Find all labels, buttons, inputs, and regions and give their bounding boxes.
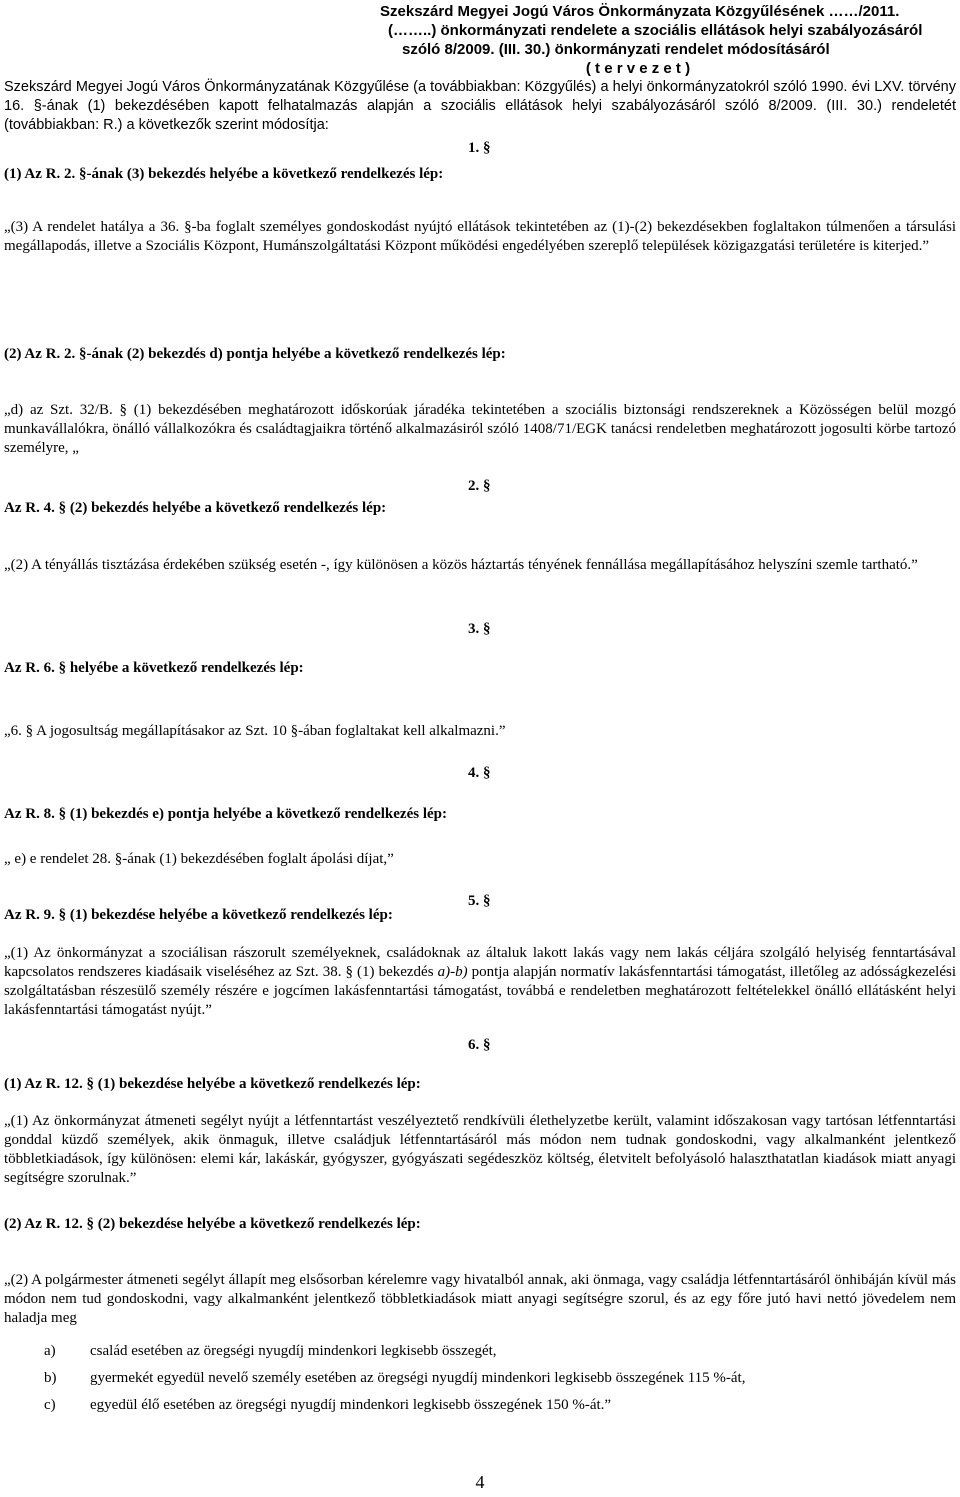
section-5-number: 5. § xyxy=(468,893,491,909)
section-6-para-2-text: „(2) A polgármester átmeneti segélyt állapít meg elsősorban kérelemre vagy hivatalból annak, aki önmaga, vagy családja létfenntartásáról önhibáján kívül más módon nem tud gondoskodni, vagy alkalmanként jelentkező többletkiadások miatt anyagi segítségre szorul, és az egy főre jutó havi nettó jövedelem nem haladja meg xyxy=(4,1272,956,1326)
section-6-para-2-heading: (2) Az R. 12. § (2) bekezdése helyébe a következő rendelkezés lép: xyxy=(4,1216,421,1232)
section-3-number: 3. § xyxy=(468,621,491,637)
list-item-a xyxy=(44,1342,944,1361)
list-item-c xyxy=(44,1396,944,1415)
document-title xyxy=(380,2,956,78)
section-3-heading: Az R. 6. § helyébe a következő rendelkezés lép: xyxy=(4,660,304,676)
section-1-para-1-text: „(3) A rendelet hatálya a 36. §-ba foglalt személyes gondoskodást nyújtó ellátások tekintetében az (1)-(2) bekezdésekben foglaltakon túlmenően a társulási megállapodás, illetve a Szociális Központ, Humánszolgáltatási Központ működési engedélyében szereplő települések közigazgatási területére is kiterjed.” xyxy=(4,219,956,254)
section-4-heading: Az R. 8. § (1) bekezdés e) pontja helyébe a következő rendelkezés lép: xyxy=(4,806,447,822)
section-2-number: 2. § xyxy=(468,478,491,494)
title-line-2: (……..) önkormányzati rendelete a szociális ellátások helyi szabályozásáról xyxy=(388,22,923,39)
section-5-text-points: a)-b) xyxy=(437,964,468,980)
list-item-label: a) xyxy=(44,1343,56,1359)
list-item-text: gyermekét egyedül nevelő személy esetében az öregségi nyugdíj mindenkori legkisebb összegének 115 %-át, xyxy=(90,1370,746,1386)
section-2-heading: Az R. 4. § (2) bekezdés helyébe a következő rendelkezés lép: xyxy=(4,500,387,516)
section-5-heading: Az R. 9. § (1) bekezdése helyébe a következő rendelkezés lép: xyxy=(4,907,393,923)
title-line-1: Szekszárd Megyei Jogú Város Önkormányzata Közgyűlésének ……/2011. xyxy=(380,3,900,20)
section-2-text: „(2) A tényállás tisztázása érdekében szükség esetén -, így különösen a közös háztartás tényének fennállása megállapításához helyszíni szemle tartható.” xyxy=(4,557,918,573)
title-line-3: szóló 8/2009. (III. 30.) önkormányzati rendelet módosításáról xyxy=(402,41,830,58)
section-4-number: 4. § xyxy=(468,765,491,781)
title-line-4: ( t e r v e z e t ) xyxy=(585,60,691,77)
list-item-b xyxy=(44,1369,944,1388)
section-6-para-1-text: „(1) Az önkormányzat átmeneti segélyt nyújt a létfenntartást veszélyeztető rendkívüli élethelyzetbe került, valamint időszakosan vagy tartósan létfenntartási gonddal küzdő személyek, akik önmaguk, illetve családjuk létfenntartásáról más módon nem tudnak gondoskodni, vagy alkalmanként jelentkező többletkiadások, így különösen: elemi kár, lakáskár, gyógyszer, gyógyászati segédeszköz költség, életvitelt befolyásoló halaszthatatlan kiadások miatt anyagi segítségre szorulnak.” xyxy=(4,1113,956,1186)
section-5-text-part-1: „(1) Az önkormányzat a szociálisan rászorult személyeknek, családoknak az általuk lakott lakás vagy nem lakás céljára szolgáló helyiség fenntartásával kapcsolatos rendszeres kiadásaik viseléséhez az Szt. 38. § (1) bekezdés xyxy=(4,945,956,980)
section-5-text-part-2: pontja alapján normatív lakásfenntartási támogatást, illetőleg az adósságkezelési szolgáltatásban részesülő személy részére e jogcímen lakásfenntartási támogatást, továbbá e rendeletben meghatározott feltételekkel önálló ellátásként helyi lakásfenntartási támogatást nyújt.” xyxy=(4,964,956,1018)
list-item-text: család esetében az öregségi nyugdíj mindenkori legkisebb összegét, xyxy=(90,1343,497,1359)
section-1-para-2-heading: (2) Az R. 2. §-ának (2) bekezdés d) pontja helyébe a következő rendelkezés lép: xyxy=(4,346,506,362)
section-1-para-2-text: „d) az Szt. 32/B. § (1) bekezdésében meghatározott időskorúak járadéka tekintetében a szociális biztonsági rendszereknek a Közösségen belül mozgó munkavállalókra, önálló vállalkozókra és családtagjaikra történő alkalmazásiról szóló 1408/71/EGK tanácsi rendeletben meghatározott jogosulti körbe tartozó személyre, „ xyxy=(4,402,956,456)
list-item-label: c) xyxy=(44,1397,56,1413)
section-4-text: „ e) e rendelet 28. §-ának (1) bekezdésében foglalt ápolási díjat,” xyxy=(4,851,394,867)
list-item-text: egyedül élő esetében az öregségi nyugdíj mindenkori legkisebb összegének 150 %-át.” xyxy=(90,1397,612,1413)
section-1-para-1-heading: (1) Az R. 2. §-ának (3) bekezdés helyébe a következő rendelkezés lép: xyxy=(4,166,444,182)
section-6-para-1-heading: (1) Az R. 12. § (1) bekezdése helyébe a következő rendelkezés lép: xyxy=(4,1076,421,1092)
section-5-text xyxy=(4,944,956,1020)
section-3-text: „6. § A jogosultság megállapításakor az Szt. 10 §-ában foglaltakat kell alkalmazni.” xyxy=(4,723,506,739)
intro-paragraph: Szekszárd Megyei Jogú Város Önkormányzatának Közgyűlése (a továbbiakban: Közgyűlés) a helyi önkormányzatokról szóló 1990. évi LXV. törvény 16. §-ának (1) bekezdésében kapott felhatalmazás alapján a szociális ellátások helyi szabályozásáról szóló 8/2009. (III. 30.) rendeletét (továbbiakban: R.) a következők szerint módosítja: xyxy=(4,79,956,133)
list-item-label: b) xyxy=(44,1370,57,1386)
page-number: 4 xyxy=(475,1472,485,1492)
section-6-number: 6. § xyxy=(468,1037,491,1053)
section-1-number: 1. § xyxy=(468,140,491,156)
